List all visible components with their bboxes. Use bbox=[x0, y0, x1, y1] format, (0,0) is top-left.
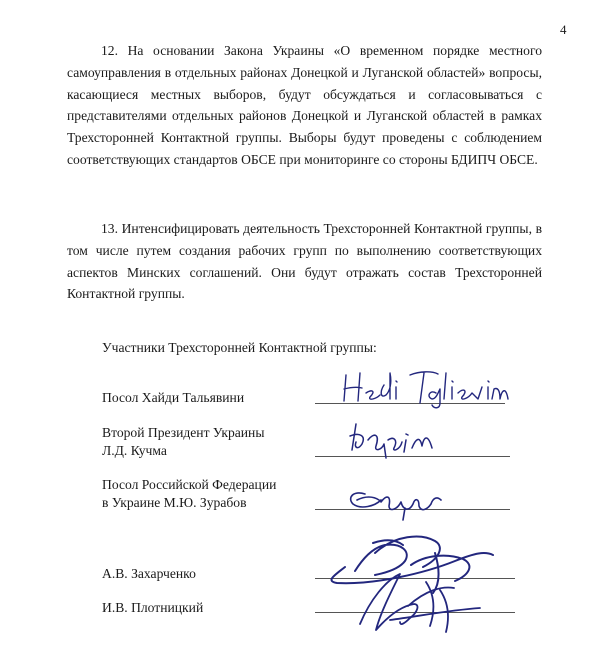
signature-plotnitsky bbox=[330, 560, 500, 640]
participants-heading: Участники Трехсторонней Контактной группы: bbox=[102, 340, 377, 355]
signer-zurabov bbox=[102, 476, 276, 512]
signature-zurabov bbox=[345, 478, 445, 523]
paragraph-number: 12. bbox=[101, 43, 118, 58]
signer-name: А.В. Захарченко bbox=[102, 566, 196, 581]
paragraph-number: 13. bbox=[101, 221, 118, 236]
signer-tagliavini bbox=[102, 389, 244, 407]
signer-name: Посол Хайди Тальявини bbox=[102, 390, 245, 405]
signer-title: Посол Российской Федерации bbox=[102, 477, 277, 492]
signer-name: в Украине М.Ю. Зурабов bbox=[102, 495, 247, 510]
paragraph-13 bbox=[67, 218, 542, 305]
signer-name: Л.Д. Кучма bbox=[102, 443, 167, 458]
signer-plotnitsky bbox=[102, 599, 203, 617]
signer-zakharchenko bbox=[102, 565, 196, 583]
signer-name: И.В. Плотницкий bbox=[102, 600, 204, 615]
page-number: 4 bbox=[560, 22, 567, 37]
signature-tagliavini bbox=[340, 365, 515, 410]
paragraph-12 bbox=[67, 40, 542, 171]
signature-kuchma bbox=[342, 418, 442, 463]
paragraph-text: Интенсифицировать деятельность Трехсторонней Контактной группы, в том числе путем создания рабочих групп по выполнению соответствующих аспектов Минских соглашений. Они будут отражать состав Трехсторонней Контактной группы. bbox=[67, 221, 542, 302]
signer-title: Второй Президент Украины bbox=[102, 425, 265, 440]
signer-kuchma bbox=[102, 424, 264, 460]
paragraph-text: На основании Закона Украины «О временном порядке местного самоуправления в отдельных районах Донецкой и Луганской областей» вопросы, касающиеся местных выборов, будут обсуждаться и согласовываться с представителями отдельных районов Донецкой и Луганской областей в рамках Трехсторонней Контактной группы. Выборы будут проведены с соблюдением соответствующих стандартов ОБСЕ при мониторинге со стороны БДИПЧ ОБСЕ. bbox=[67, 43, 542, 167]
